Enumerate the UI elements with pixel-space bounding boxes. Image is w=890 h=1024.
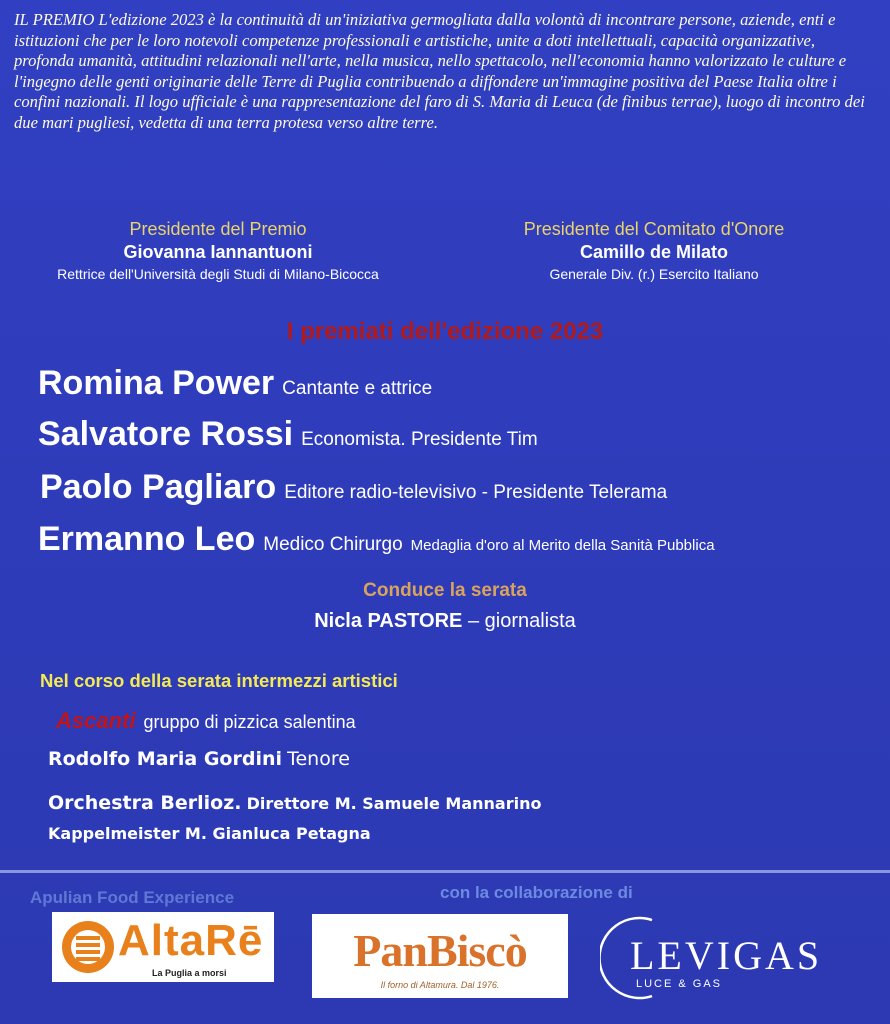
winner-name: Ermanno Leo <box>38 520 256 558</box>
collab-label: con la collaborazione di <box>440 883 633 902</box>
panbisco-tagline: Il forno di Altamura. Dal 1976. <box>380 980 500 990</box>
orchestra-desc: Direttore M. Samuele Mannarino <box>246 794 542 813</box>
comitato-role: Presidente del Comitato d'Onore <box>523 219 785 239</box>
winner-desc: Editore radio-televisivo - Presidente Telerama <box>284 482 668 503</box>
apulian-label: Apulian Food Experience <box>30 888 235 907</box>
winner-name: Romina Power <box>38 364 275 402</box>
presidente-desc: Rettrice dell'Università degli Studi di Milano-Bicocca <box>57 266 379 282</box>
winner-row <box>40 468 667 507</box>
panbisco-name: PanBiscò <box>353 925 527 976</box>
winner-row <box>38 364 432 403</box>
panbisco-logo <box>312 914 568 998</box>
footer-divider <box>0 870 890 873</box>
altare-name: AltaRē <box>118 916 264 965</box>
winner-name: Paolo Pagliaro <box>40 468 277 506</box>
orchestra-name: Orchestra Berlioz. <box>48 792 242 814</box>
winner-extra: Medaglia d'oro al Merito della Sanità Pubblica <box>410 537 715 554</box>
tenore-line <box>48 748 350 770</box>
kappel-line: Kappelmeister M. Gianluca Petagna <box>48 824 371 843</box>
levigas-logo <box>600 912 870 1002</box>
altare-logo <box>52 912 274 982</box>
orchestra-line <box>48 792 541 814</box>
levigas-name: LEVIGAS <box>630 933 823 978</box>
ascanti-line <box>56 708 356 734</box>
winner-name: Salvatore Rossi <box>38 415 294 453</box>
comitato-block <box>468 218 840 284</box>
levigas-tagline: LUCE & GAS <box>636 978 723 990</box>
presidente-block <box>8 218 428 284</box>
host-name: Nicla PASTORE <box>314 610 463 632</box>
host-role: – giornalista <box>467 610 576 632</box>
comitato-name: Camillo de Milato <box>579 242 729 262</box>
winner-row <box>38 415 538 454</box>
winner-desc: Economista. Presidente Tim <box>301 429 538 450</box>
presidente-name: Giovanna Iannantuoni <box>123 242 313 262</box>
altare-tagline: La Puglia a morsi <box>152 968 227 978</box>
intermezzi-heading: Nel corso della serata intermezzi artistici <box>40 670 398 691</box>
tenore-desc: Tenore <box>287 748 350 770</box>
ascanti-name: Ascanti <box>56 708 136 733</box>
tenore-name: Rodolfo Maria Gordini <box>48 748 283 770</box>
winners-heading: I premiati dell'edizione 2023 <box>286 318 604 345</box>
winner-desc: Medico Chirurgo <box>263 534 403 555</box>
host-line <box>0 610 890 633</box>
winner-row <box>38 520 715 559</box>
winner-desc: Cantante e attrice <box>282 378 433 399</box>
ascanti-desc: gruppo di pizzica salentina <box>143 712 356 732</box>
intro-paragraph: IL PREMIO L'edizione 2023 è la continuità di un'iniziativa germogliata dalla volontà di incontrare persone, aziende, enti e istituzioni che per le loro notevoli competenze professionali e artistiche, unite a doti intellettuali, capacità organizzative, profonda umanità, attitudini relazionali nell'arte, nella musica, nello spettacolo, nell'economia hanno valorizzato le culture e l'ingegno delle genti originarie delle Terre di Puglia contribuendo a diffondere un'immagine positiva del Paese Italia oltre i confini nazionali. Il logo ufficiale è una rappresentazione del faro di S. Maria di Leuca (de finibus terrae), luogo di incontro dei due mari pugliesi, vedetta di una terra protesa verso altre terre. <box>14 10 865 132</box>
conduce-label: Conduce la serata <box>363 580 527 601</box>
comitato-desc: Generale Div. (r.) Esercito Italiano <box>549 266 759 282</box>
presidente-role: Presidente del Premio <box>129 219 307 239</box>
